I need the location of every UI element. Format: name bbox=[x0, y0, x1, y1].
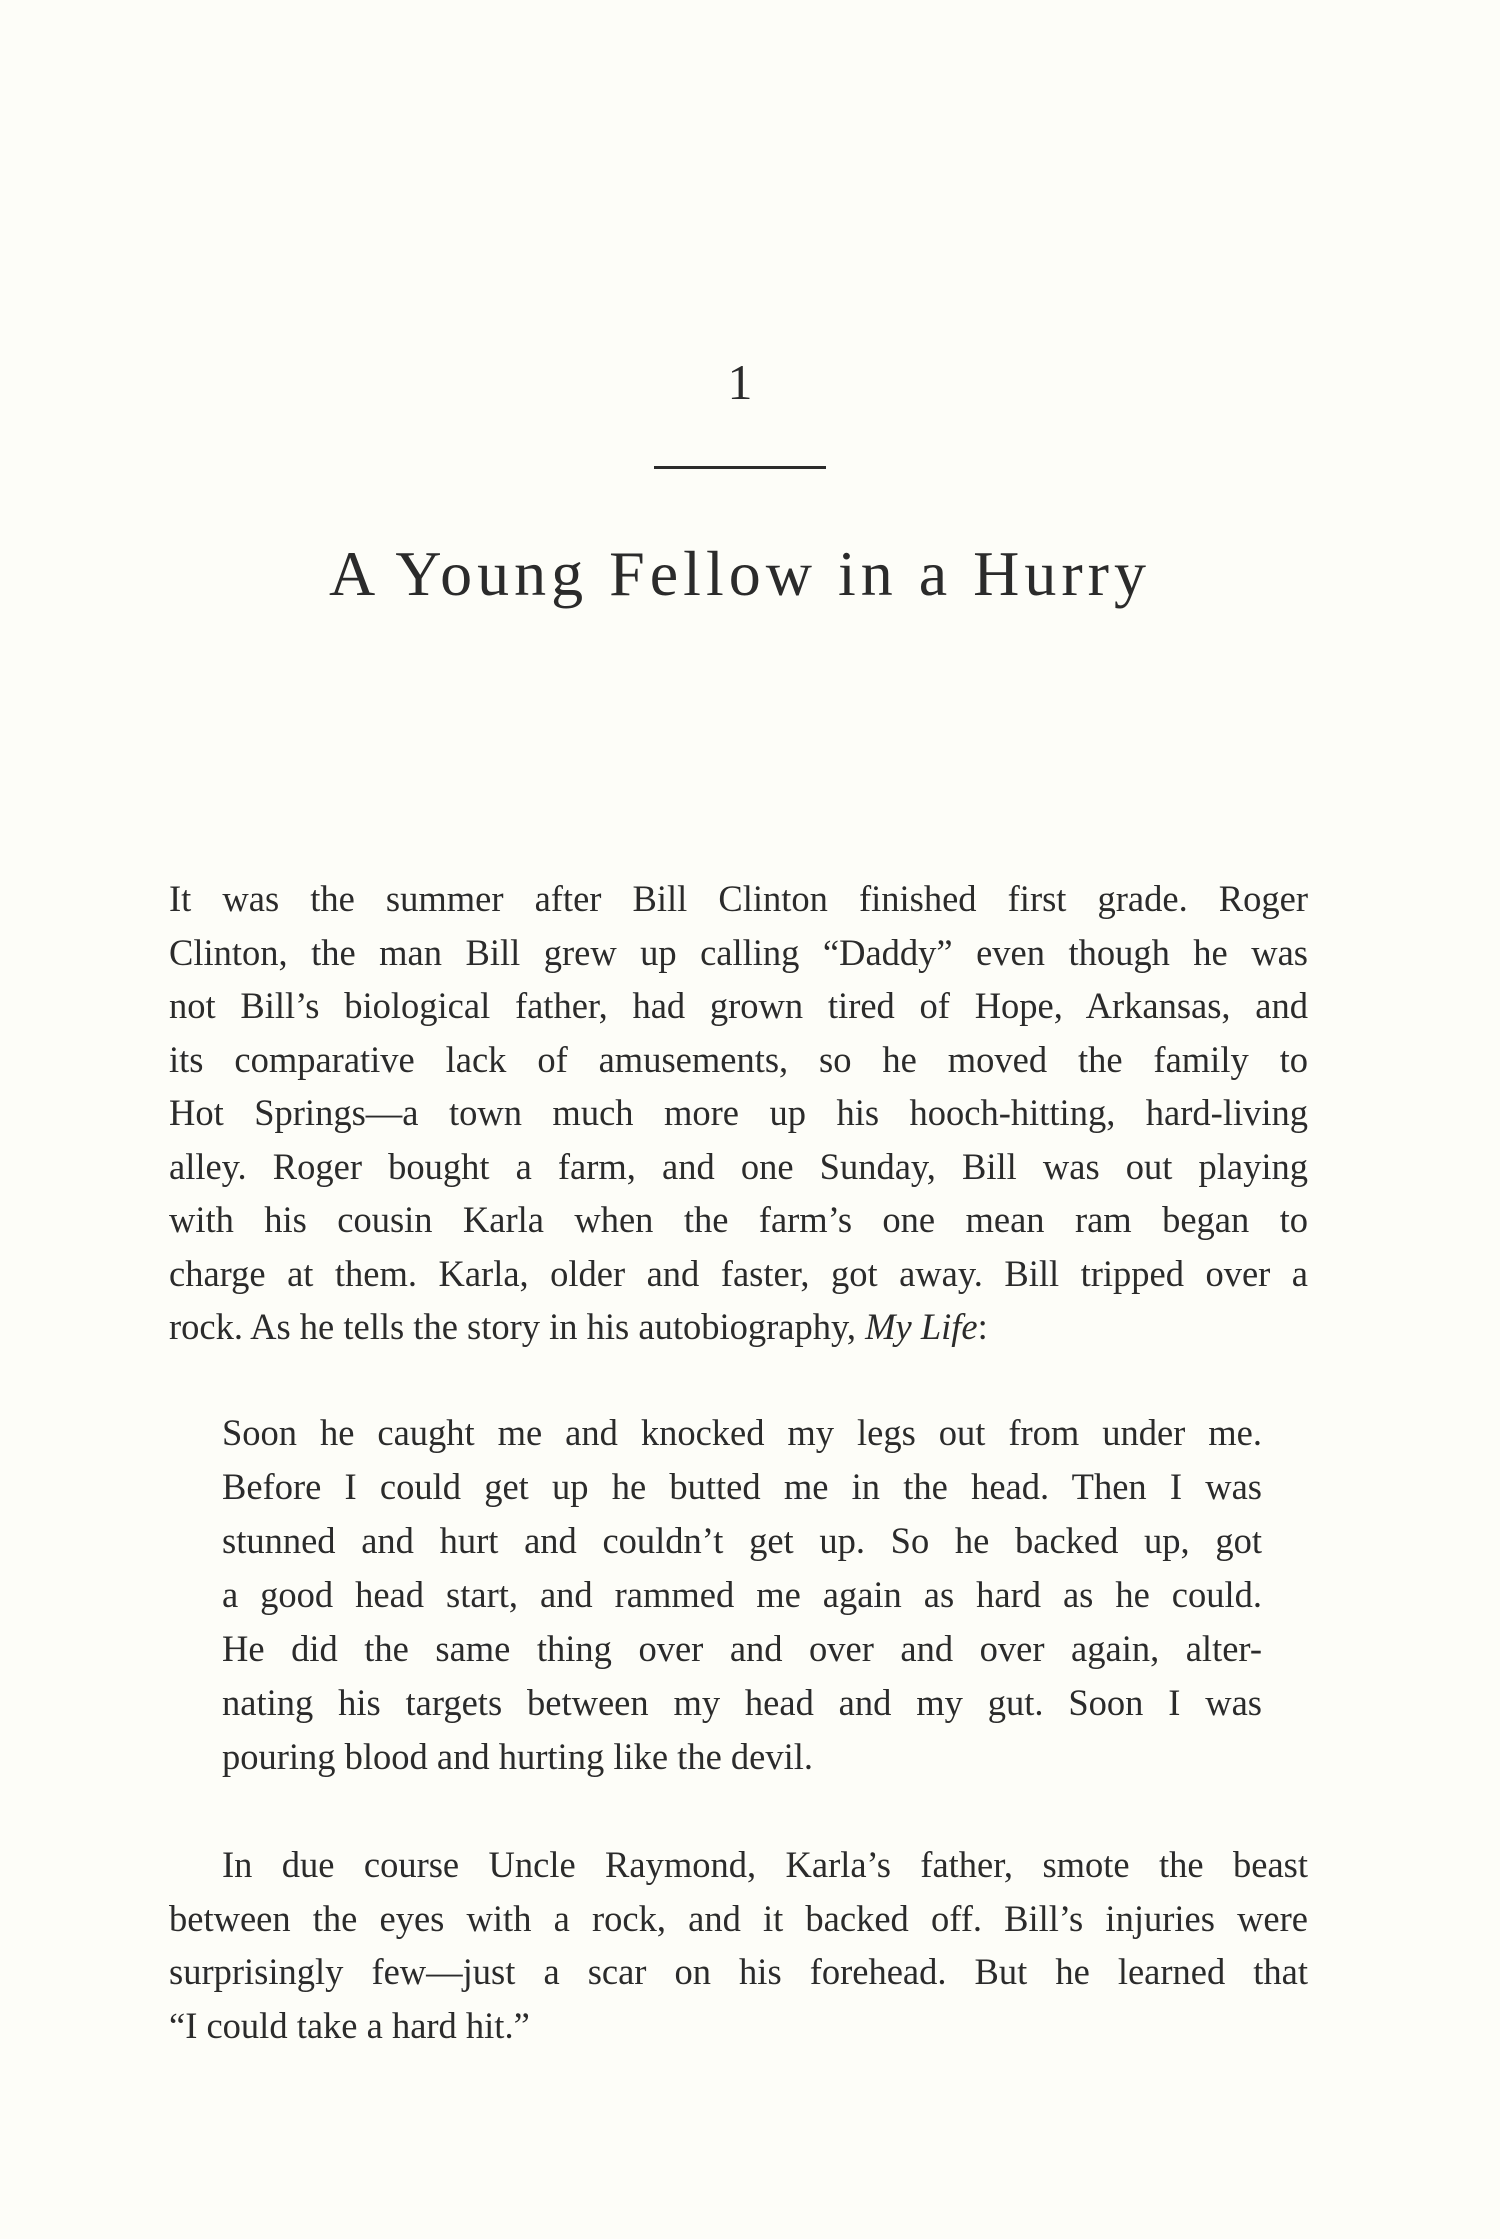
paragraph-line: charge at them. Karla, older and faster, got away. Bill tripped over a bbox=[169, 1252, 1308, 1294]
paragraph-line: between the eyes with a rock, and it backed off. Bill’s injuries were bbox=[169, 1897, 1308, 1939]
paragraph-line: Hot Springs—a town much more up his hooch-hitting, hard-living bbox=[169, 1092, 1308, 1133]
paragraph-line: Clinton, the man Bill grew up calling “Daddy” even though he was bbox=[169, 931, 1308, 973]
quote-line: Soon he caught me and knocked my legs out from under me. bbox=[222, 1412, 1262, 1453]
paragraph-last-line bbox=[169, 1300, 1308, 1354]
paragraph-line: its comparative lack of amusements, so he moved the family to bbox=[169, 1038, 1308, 1080]
quote-line: nating his targets between my head and my gut. Soon I was bbox=[222, 1682, 1262, 1723]
quote-line: pouring blood and hurting like the devil. bbox=[222, 1736, 814, 1777]
chapter-number: 1 bbox=[727, 354, 753, 410]
paragraph-line: It was the summer after Bill Clinton finished first grade. Roger bbox=[169, 878, 1308, 919]
book-title: My Life bbox=[865, 1306, 978, 1347]
quote-line: Before I could get up he butted me in the head. Then I was bbox=[222, 1466, 1262, 1507]
paragraph-line: In due course Uncle Raymond, Karla’s father, smote the beast bbox=[222, 1844, 1308, 1885]
colon: : bbox=[977, 1306, 988, 1347]
paragraph-line: with his cousin Karla when the farm’s one mean ram began to bbox=[169, 1199, 1308, 1240]
paragraph-1 bbox=[169, 872, 1308, 1354]
paragraph-line-text: rock. As he tells the story in his autobiography, bbox=[169, 1306, 866, 1347]
paragraph-2 bbox=[169, 1838, 1308, 2052]
quote-line: He did the same thing over and over and over again, alter- bbox=[222, 1628, 1262, 1669]
chapter-divider bbox=[654, 466, 826, 469]
quote-line: a good head start, and rammed me again as hard as he could. bbox=[222, 1574, 1262, 1615]
paragraph-line: not Bill’s biological father, had grown tired of Hope, Arkansas, and bbox=[169, 985, 1308, 1026]
chapter-title: A Young Fellow in a Hurry bbox=[329, 538, 1151, 609]
paragraph-line: alley. Roger bought a farm, and one Sunday, Bill was out playing bbox=[169, 1145, 1308, 1187]
paragraph-line: surprisingly few—just a scar on his forehead. But he learned that bbox=[169, 1951, 1308, 1992]
quote-line: stunned and hurt and couldn’t get up. So he backed up, got bbox=[222, 1520, 1262, 1561]
paragraph-line: “I could take a hard hit.” bbox=[169, 2004, 530, 2046]
block-quote bbox=[222, 1406, 1262, 1784]
